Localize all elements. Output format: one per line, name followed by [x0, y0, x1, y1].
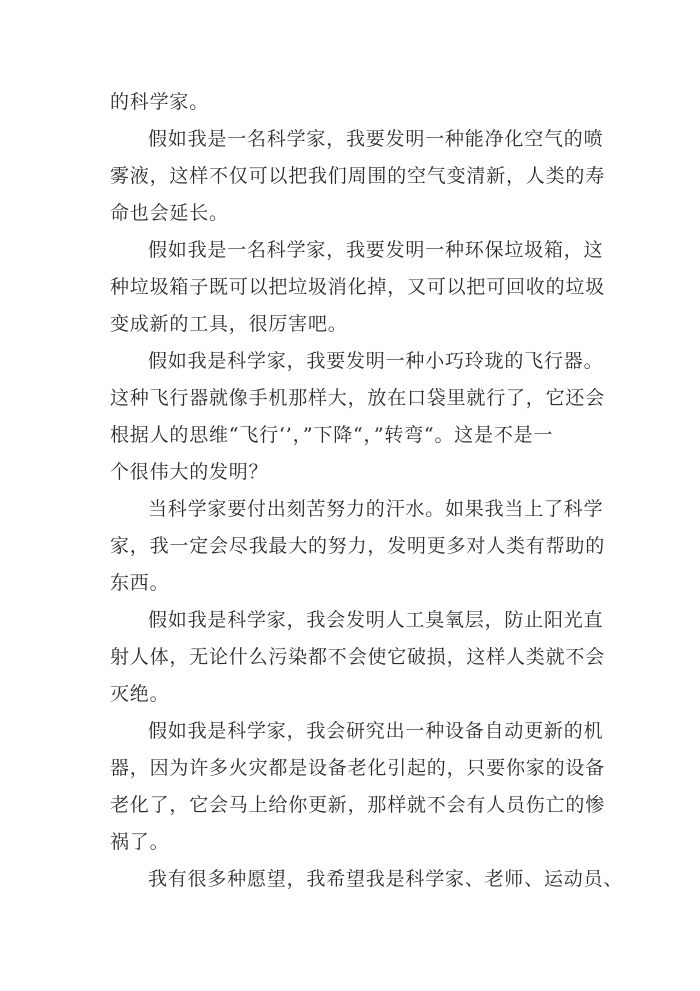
text-line: 我有很多种愿望，我希望我是科学家、老师、运动员、	[148, 868, 624, 890]
text-line: 器，因为许多火灾都是设备老化引起的，只要你家的设备	[110, 757, 606, 779]
text-line: 假如我是科学家，我要发明一种小巧玲珑的飞行器。	[148, 350, 604, 372]
text-line: 东西。	[110, 572, 170, 594]
text-line: 雾液，这样不仅可以把我们周围的空气变清新，人类的寿	[110, 165, 606, 187]
text-line: 射人体，无论什么污染都不会使它破损，这样人类就不会	[110, 646, 606, 668]
text-line: 假如我是科学家，我会发明人工臭氧层，防止阳光直	[148, 609, 604, 631]
text-line: 根据人的思维“飞行‘’，”下降“，”转弯“。这是不是一	[110, 424, 554, 446]
text-line: 变成新的工具，很厉害吧。	[110, 313, 348, 335]
text-line: 家，我一定会尽我最大的努力，发明更多对人类有帮助的	[110, 535, 606, 557]
text-line: 命也会延长。	[110, 202, 229, 224]
text-line: 个很伟大的发明？	[110, 461, 269, 483]
document-body	[110, 84, 624, 898]
text-line: 当科学家要付出刻苦努力的汗水。如果我当上了科学	[148, 498, 604, 520]
text-line: 祸了。	[110, 831, 170, 853]
text-line: 假如我是科学家，我会研究出一种设备自动更新的机	[148, 720, 604, 742]
text-line: 假如我是一名科学家，我要发明一种环保垃圾箱，这	[148, 239, 604, 261]
text-line: 的科学家。	[110, 91, 210, 113]
text-line: 灭绝。	[110, 683, 170, 705]
text-line: 老化了，它会马上给你更新，那样就不会有人员伤亡的惨	[110, 794, 606, 816]
text-line: 这种飞行器就像手机那样大，放在口袋里就行了，它还会	[110, 387, 606, 409]
text-line: 种垃圾箱子既可以把垃圾消化掉，又可以把可回收的垃圾	[110, 276, 606, 298]
text-line: 假如我是一名科学家，我要发明一种能净化空气的喷	[148, 128, 604, 150]
